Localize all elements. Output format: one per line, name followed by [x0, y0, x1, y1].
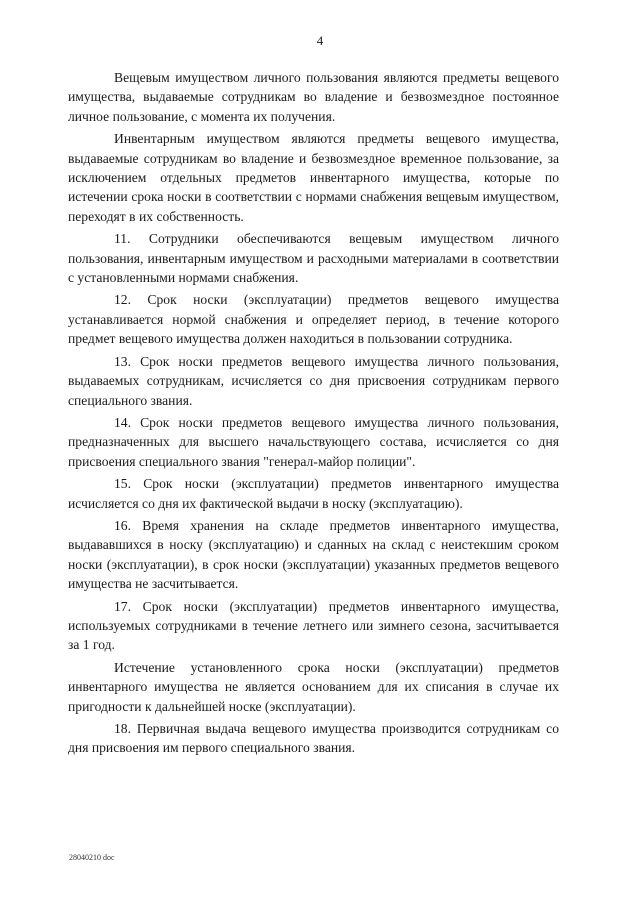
paragraph-item-16: 16. Время хранения на складе предметов инвентарного имущества, выдававшихся в носку (эксплуатацию) и сданных на склад с неистекшим сроком носки (эксплуатации), в срок носки (эксплуатации) указанных предметов вещевого имущества не засчитывается. [68, 517, 559, 592]
paragraph-personal-use-property: Вещевым имуществом личного пользования являются предметы вещевого имущества, выдаваемые сотрудникам во владение и безвозмездное постоянное личное пользование, с момента их получения. [68, 70, 559, 124]
file-reference: 28040210 doc [69, 853, 115, 862]
paragraph-item-12: 12. Срок носки (эксплуатации) предметов вещевого имущества устанавливается нормой снабжения и определяет период, в течение которого предмет вещевого имущества должен находиться в пользовании сотрудника. [68, 292, 559, 347]
paragraph-item-17: 17. Срок носки (эксплуатации) предметов инвентарного имущества, используемых сотрудниками в течение летнего или зимнего сезона, засчитывается за 1 год. [68, 598, 559, 653]
paragraph-expiry-note: Истечение установленного срока носки (эксплуатации) предметов инвентарного имущества не является основанием для их списания в случае их пригодности к дальнейшей носке (эксплуатации). [68, 659, 559, 714]
paragraph-item-11: 11. Сотрудники обеспечиваются вещевым имуществом личного пользования, инвентарным имуществом и расходными материалами в соответствии с установленными нормами снабжения. [68, 231, 559, 286]
document-body [68, 68, 559, 758]
paragraph-item-15: 15. Срок носки (эксплуатации) предметов инвентарного имущества исчисляется со дня их фактической выдачи в носку (эксплуатацию). [68, 476, 559, 511]
page-number: 4 [316, 33, 324, 48]
paragraph-inventory-property: Инвентарным имуществом являются предметы вещевого имущества, выдаваемые сотрудникам во владение и безвозмездное временное пользование, за исключением отдельных предметов инвентарного имущества, которые по истечении срока носки в соответствии с нормами снабжения вещевым имуществом, переходят в их собственность. [68, 131, 559, 224]
paragraph-item-14: 14. Срок носки предметов вещевого имущества личного пользования, предназначенных для высшего начальствующего состава, исчисляется со дня присвоения специального звания "генерал-майор полиции". [68, 414, 559, 469]
paragraph-item-13: 13. Срок носки предметов вещевого имущества личного пользования, выдаваемых сотрудникам, исчисляется со дня присвоения сотрудникам первого специального звания. [68, 353, 559, 408]
paragraph-item-18: 18. Первичная выдача вещевого имущества производится сотрудникам со дня присвоения им первого специального звания. [68, 721, 559, 756]
